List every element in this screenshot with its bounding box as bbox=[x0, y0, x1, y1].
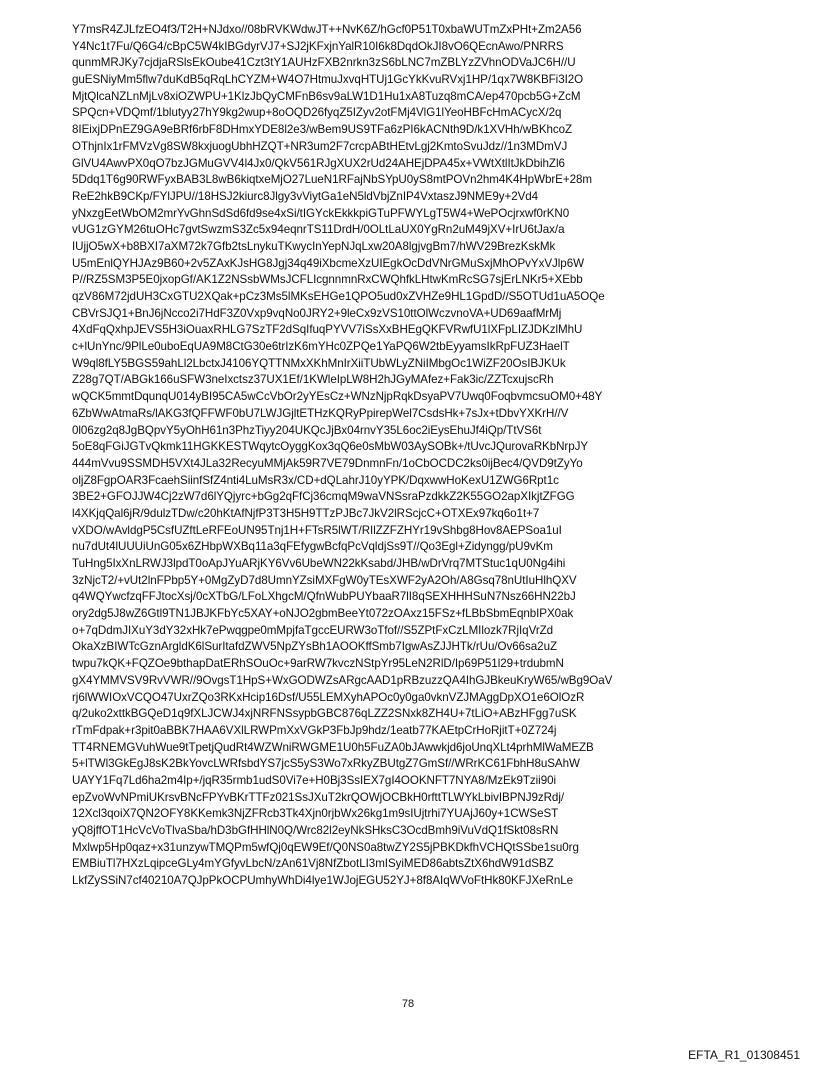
text-line: Z28g7QT/ABGk166uSFW3neIxctsz37UX1Ef/1KWleIpLW8H2hJGyMAfez+Fak3ic/ZZTcxujscRh bbox=[72, 373, 554, 387]
text-line: vXDO/wAvldgP5CsfUZftLeRFEoUN95Tnj1H+FTsR5lWT/RIlZZFZHYr19vShbg8Hov8AEPSoa1uI bbox=[72, 523, 562, 537]
text-line: Y7msR4ZJLfzEO4f3/T2H+NJdxo//08bRVKWdwJT++NvK6Z/hGcf0P51T0xbaWUTmZxPHt+Zm2A56 bbox=[72, 23, 582, 36]
text-line: guESNiyMm5flw7duKdB5qRqLhCYZM+W4O7HtmuJxvqHTUj1GcYkKvuRVxj1HP/1qx7W8KBFi3I2O bbox=[72, 73, 584, 87]
text-line: o+7qDdmJIXuY3dY32xHk7ePwqgpe0mMpjfaTgccEURW3oTfof//S5ZPtFxCzLMIlozk7RjIqVrZd bbox=[72, 623, 554, 637]
text-line: GlVU4AwvPX0qO7bzJGMuGVV4l4Jx0/QkV561RJgXUX2rUd24AHEjDPA45x+VWtXtlItJkDbihZl6 bbox=[72, 156, 565, 170]
text-line: LkfZySSiN7cf40210A7QJpPkOCPUmhyWhDi4lye1WJojEGU52YJ+8f8AIqWVoFtHk80KFJXeRnLe bbox=[72, 874, 574, 888]
text-line: U5mEnlQYHJAz9B60+2v5ZAxKJsHG8Jgj34q49iXbcmeXzUIEgkOcDdVNrGMuSxjMhOPvYxVJlp6W bbox=[72, 256, 584, 270]
text-line: q4WQYwcfzqFFJtocXsj/0cXTbG/LFoLXhgcM/QfnWubPUYbaaR7lI8qSEXHHHSuN7Nsz66HN22bJ bbox=[72, 590, 576, 604]
text-line: CBVrSJQ1+BnJ6jNcco2i7HdF3Z0Vxp9vqNo0JRY2+9leCx9zVS10ttOlWczvnoVA+UD69aafMrMj bbox=[72, 306, 562, 320]
text-line: 444mVvu9SSMDH5VXt4JLa32RecyuMMjAk59R7VE79DnmnFn/1oCbOCDC2ks0ijBec4/QVD9tZyYo bbox=[72, 456, 583, 470]
text-line: OkaXzBIWTcGznArgldK6lSurItafdZWV5NpZYsBh1AOOKffSmb7IgwAsZJJHTk/rUu/Ov66sa2uZ bbox=[72, 640, 558, 654]
text-line: ReE2hkB9CKp/FYlJPU//18HSJ2kiurc8Jlgy3vViytGa1eN5ldVbjZnIP4VxtaszJ9NME9y+2Vd4 bbox=[72, 189, 539, 203]
encoded-text-block bbox=[72, 22, 772, 890]
text-line: OThjnIx1rFMVzVg8SW8kxjuogUbhHZQT+NR3um2F7crcpABtHEtvLgj2KmtoSvuJdz//1n3MDmVJ bbox=[72, 139, 568, 153]
text-line: q/2uko2xttkBGQeD1q9fXLJCWJ4xjNRFNSsypbGBC876qLZZ2SNxk8ZH4U+7tLiO+ABzHFgg7uSK bbox=[72, 707, 577, 721]
text-line: Mxlwp5Hp0qaz+x31unzywTMQPm5wfQj0qEW9Ef/Q0NS0a8twZY2S5jPBKDkfhVCHQtSSbe1su0rg bbox=[72, 840, 579, 854]
text-line: 6ZbWwAtmaRs/lAKG3fQFFWF0bU7LWJGjltETHzKQRyPpirepWel7CsdsHk+7sJx+tDbvYXKrH//V bbox=[72, 406, 569, 420]
text-line: vUG1zGYM26tuOHc7gvtSwzmS3Zc5x94eqnrTS11DrdH/0OLtLaUX0YgRn2uM49jXV+IrU6tJax/a bbox=[72, 223, 565, 237]
text-line: yQ8jffOT1HcVcVoTlvaSba/hD3bGfHHlN0Q/Wrc82l2eyNkSHksC3OcdBmh9iVuVdQ1fSkt08sRN bbox=[72, 824, 559, 837]
text-line: epZvoWvNPmiUKrsvBNcFPYvBKrTTFz021SsJXuT2krQOWjOCBkH0rfttTLWYkLbivIBPNJ9zRdj/ bbox=[72, 790, 565, 804]
text-line: gX4YMMVSV9RvVWR//9OvgsT1HpS+WxGODWZsARgcAAD1pRBzuzzQA4IhGJBkeuKryW65/wBg9OaV bbox=[72, 673, 613, 687]
text-line: rj6lWWIOxVCQO47UxrZQo3RKxHcip16Dsf/U55LEMXyhAPOc0y0ga0vknVZJMAggDpXO1e6OlOzR bbox=[72, 690, 585, 704]
text-line: MjtQlcaNZLnMjLv8xiOZWPU+1KlzJbQyCMFnB6sv9aLW1D1Hu1xA8Tuzq8mCA/ep470pcb5G+ZcM bbox=[72, 89, 581, 103]
text-line: yNxzgEetWbOM2mrYvGhnSdSd6fd9se4xSi/tIGYckEkkkpiGTuPFWYLgT5W4+WePOcjrxwf0rKN0 bbox=[72, 206, 570, 220]
text-line: l4XKjqQal6jR/9dulzTDw/c20hKtAfNjfP3T3H5H9TTzPJBc7JkV2lRScjcC+OTXEx97kq6o1t+7 bbox=[72, 506, 540, 520]
text-line: 5oE8qFGiJGTvQkmk11HGKKESTWqytcOyggKox3qQ6e0sMbW03AySOBk+/tUvcJQurovaRKbNrpJY bbox=[72, 440, 589, 454]
text-line: 3zNjcT2/+vUt2lnFPbp5Y+0MgZyD7d8UmnYZsiMXFgW0yTEsXWF2yA2Oh/A8Gsq78nUtIuHlhQXV bbox=[72, 573, 577, 587]
text-line: rTmFdpak+r3pit0aBBK7HAA6VXlLRWPmXxVGkP3FbJp9hdz/1eatb77KAEtpCrHoRjitT+0Z724j bbox=[72, 723, 557, 737]
text-line: TT4RNEMGVuhWue9tTpetjQudRt4WZWniRWGME1U0h5FuZA0bJAwwkjd6joUnqXLt4prhMlWaMEZB bbox=[72, 740, 594, 754]
text-line: W9ql8fLY5BGS59ahLl2LbctxJ4106YQTTNMxXKhMnIrXiiTUbWLyZNiIMbgOc1WiZF20OsIBJKUk bbox=[72, 356, 566, 370]
text-line: qunmMRJKy7cjdjaRSlsEkOube41Czt3tY1AUHzFXB2nrkn3zS6bLNC7mZBLYzZVhnODVaJC6H//U bbox=[72, 56, 576, 70]
text-line: 4XdFqQxhpJEVS5H3iOuaxRHLG7SzTF2dSqIfuqPYVV7iSsXxBHEgQKFVRwfU1lXFpLIZJDKzlMhU bbox=[72, 323, 583, 337]
text-line: c+lUnYnc/9PlLe0uboEqUA9M8CtG30e6trIzK6mYHc0ZPQe1YaPQ6W2tbEyyamsIkRpFUZ3HaelT bbox=[72, 340, 570, 354]
text-line: EMBiuTl7HXzLqipceGLy4mYGfyvLbcN/zAn61Vj8NfZbotLI3mISyiMED86abtsZtX6hdW91dSBZ bbox=[72, 857, 554, 871]
text-line: SPQcn+VDQmf/1blutyy27hY9kg2wup+8oOQD26fyqZ5IZyv2otFMj4VlG1lYeoHBFcHmACycX/2q bbox=[72, 106, 562, 120]
text-line: Y4Nc1t7Fu/Q6G4/cBpC5W4kIBGdyrVJ7+SJ2jKFxjnYalR10I6k8DqdOkJI8vO6QEcnAwo/PNRRS bbox=[72, 39, 564, 53]
text-line: 8IEixjDPnEZ9GA9eBRf6rbF8DHmxYDE8l2e3/wBem9US9TFa6zPI6kACNth9D/k1XVHh/wBKhcoZ bbox=[72, 123, 573, 137]
text-line: 5Ddq1T6g90RWFyxBAB3L8wB6kiqtxeMjO27LueN1RFajNbSYpU0yS8mtPOVn2hm4K4HpWbrE+28m bbox=[72, 173, 592, 187]
document-id-label: EFTA_R1_01308451 bbox=[688, 1048, 800, 1062]
text-line: 0l06zg2q8JgBQpvY5yOhH61n3PhzTiyy204UKQcJjBx04rnvY35L6oc2iEysEhuJf4iQp/TtVS6t bbox=[72, 423, 542, 437]
text-line: P//RZ5SM3P5E0jxopGf/AK1Z2NSsbWMsJCFLIcgnnmnRxCWQhfkLHtwKmRcSG7sjErLNKr5+XEbb bbox=[72, 273, 583, 287]
text-line: oljZ8FgpOAR3FcaehSiinfSfZ4nti4LuMsR3x/CD+dQLahrJ10yYPK/DqxwwHoKexU1ZWG6Rpt1c bbox=[72, 473, 559, 487]
text-line: 5+lTWl3GkEgJ8sK2BkYovcLWRfsbdYS7jcS5yS3Wo7xRkyZBUtgZ7GmSf//WRrKC61FbhH8uSAhW bbox=[72, 757, 580, 771]
text-line: nu7dUt4lUUUiUnG05x6ZHbpWXBq11a3qFEfygwBcfqPcVqldjSs9T//Qo3Egl+Zidyngg/pU9vKm bbox=[72, 540, 553, 554]
text-line: UAYY1Fq7Ld6ha2m4Ip+/jqR35rmb1udS0Vi7e+H0Bj3SsIEX7gI4OOKNFT7NYA8/MzEk9Tzii90i bbox=[72, 773, 557, 787]
text-line: 3BE2+GFOJJW4Cj2zW7d6lYQjyrc+bGg2qFfCj36cmqM9waVNSsraPzdkkZ2K55GO2apXIkjtZFGG bbox=[72, 490, 575, 504]
text-line: TuHng5IxXnLRWJ3lpdT0oApJYuARjKY6Vv6UbeWN22kKsabd/JHB/wDrVrq7MTStuc1qU0Ng4ihi bbox=[72, 557, 566, 570]
text-line: 12Xcl3qoiX7QN2OFY8KKemk3NjZFRcb3Tk4Xjn0rjbWx26kg1m9sIUjtrhi7YUAjJ60y+1CWSeST bbox=[72, 807, 559, 821]
text-line: ory2dg5J8wZ6Gtl9TN1JBJKFbYc5XAY+oNJO2gbmBeeYt072zOAxz15FSz+fLBbSbmEqnbIPX0ak bbox=[72, 607, 574, 621]
text-line: qzV86M72jdUH3CxGTU2XQak+pCz3Ms5lMKsEHGe1QPO5ud0xZVHZe9HL1GpdD//S5OTUd1uA5OQe bbox=[72, 290, 605, 303]
page-number: 78 bbox=[401, 998, 415, 1010]
text-line: wQCK5mmtDqunqU014yBI95CA5wCcVbOr2yYEsCz+WNzNjpRqkDsyaPV7Uwq0FoqbvmcsuOM0+48Y bbox=[72, 390, 603, 404]
text-line: twpu7kQK+FQZOe9bthapDatERhSOuOc+9arRW7kvczNStpYr95LeN2RlD/Ip69P51l29+trdubmN bbox=[72, 657, 564, 671]
text-line: IUjjO5wX+b8BXI7aXM72k7Gfb2tsLnykuTKwycInYepNJqLxw20A8lgjvgBm7/hWV29BrezKskMk bbox=[72, 239, 556, 253]
